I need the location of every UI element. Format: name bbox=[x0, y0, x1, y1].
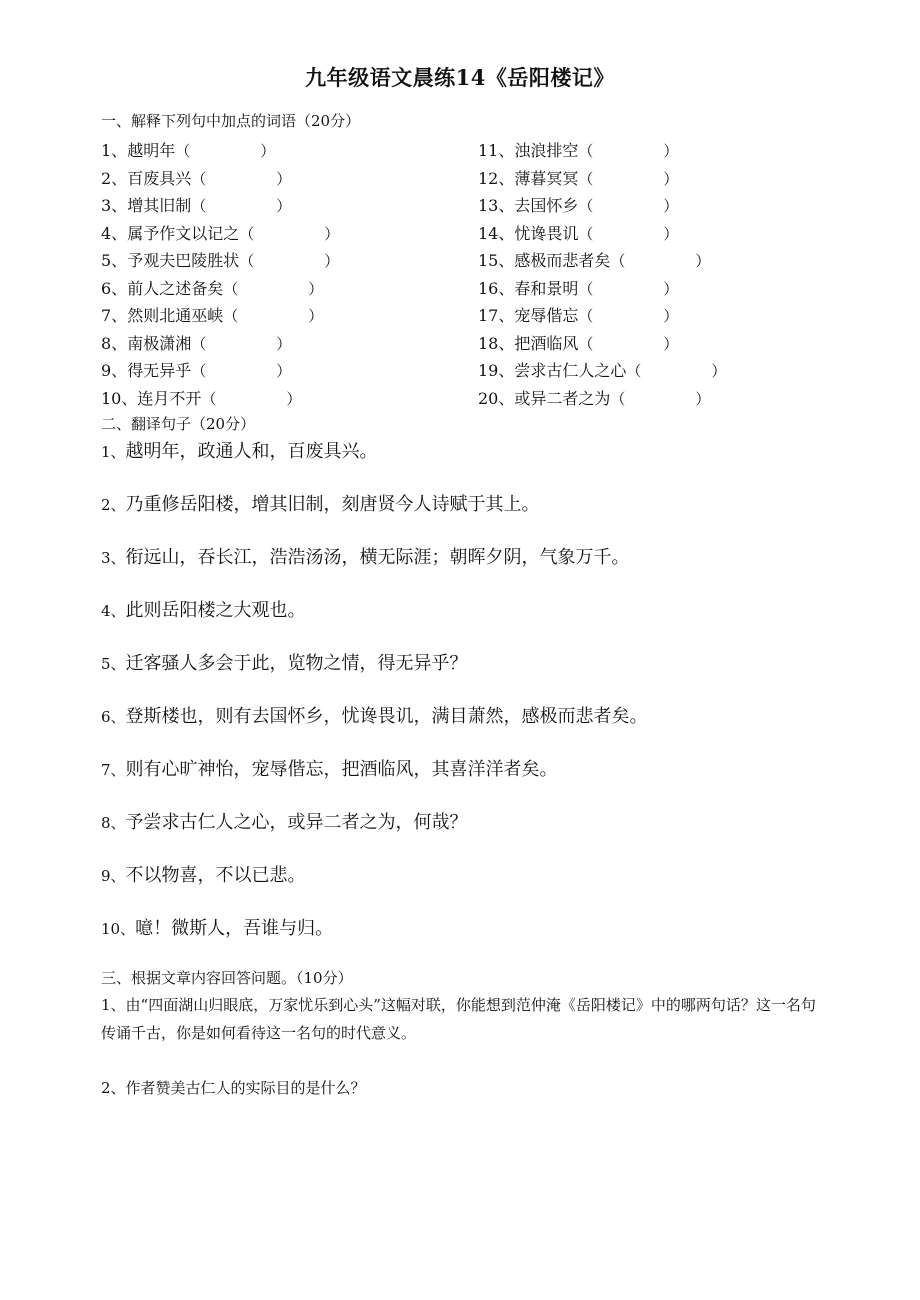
vocab-item: 16、春和景明（ ） bbox=[478, 278, 679, 298]
vocab-item: 15、感极而悲者矣（ ） bbox=[478, 251, 711, 270]
translation-item: 10、噫！微斯人，吾谁与归。 bbox=[101, 918, 334, 939]
vocab-item: 17、宠辱偕忘（ ） bbox=[478, 306, 679, 325]
vocab-item: 14、忧谗畏讥（ ） bbox=[478, 223, 679, 243]
section-2-heading: 二、翻译句子（20分） bbox=[101, 415, 256, 433]
vocab-item: 11、浊浪排空（ ） bbox=[478, 141, 679, 160]
translation-item: 4、此则岳阳楼之大观也。 bbox=[101, 600, 306, 621]
translation-item: 5、迁客骚人多会于此，览物之情，得无异乎？ bbox=[101, 653, 468, 674]
vocab-item: 19、尝求古仁人之心（ ） bbox=[478, 361, 727, 380]
translation-item: 8、予尝求古仁人之心，或异二者之为，何哉？ bbox=[101, 812, 468, 833]
page-title: 九年级语文晨练14《岳阳楼记》 bbox=[305, 65, 615, 90]
vocab-item: 3、增其旧制（ ） bbox=[101, 196, 292, 215]
vocab-item: 13、去国怀乡（ ） bbox=[478, 196, 679, 215]
translation-item: 1、越明年，政通人和，百废具兴。 bbox=[101, 441, 378, 462]
translation-item: 7、则有心旷神怡，宠辱偕忘，把酒临风，其喜洋洋者矣。 bbox=[101, 759, 558, 780]
translation-item: 3、衔远山，吞长江，浩浩汤汤，横无际涯；朝晖夕阴，气象万千。 bbox=[101, 547, 630, 568]
question-2: 2、作者赞美古仁人的实际目的是什么？ bbox=[101, 1079, 366, 1097]
translation-item: 9、不以物喜，不以已悲。 bbox=[101, 865, 306, 886]
vocab-item: 12、薄暮冥冥（ ） bbox=[478, 168, 679, 188]
question-1: 1、由“四面湖山归眼底，万家忧乐到心头”这幅对联，你能想到范仲淹《岳阳楼记》中的哪两句话？这一名句传诵千古，你是如何看待这一名句的时代意义。 bbox=[101, 996, 816, 1042]
vocab-item: 10、连月不开（ ） bbox=[101, 388, 302, 408]
vocab-item: 18、把酒临风（ ） bbox=[478, 333, 679, 353]
vocab-item: 2、百废具兴（ ） bbox=[101, 168, 292, 188]
vocab-item: 4、属予作文以记之（ ） bbox=[101, 223, 340, 243]
vocab-item: 7、然则北通巫峡（ ） bbox=[101, 306, 324, 325]
vocab-item: 9、得无异乎（ ） bbox=[101, 361, 292, 380]
vocab-item: 5、予观夫巴陵胜状（ ） bbox=[101, 251, 340, 270]
translation-item: 2、乃重修岳阳楼，增其旧制，刻唐贤今人诗赋于其上。 bbox=[101, 494, 540, 515]
vocab-item: 6、前人之述备矣（ ） bbox=[101, 278, 324, 298]
vocab-item: 20、或异二者之为（ ） bbox=[478, 388, 711, 408]
vocab-item: 8、南极潇湘（ ） bbox=[101, 333, 292, 353]
translation-item: 6、登斯楼也，则有去国怀乡，忧谗畏讥，满目萧然，感极而悲者矣。 bbox=[101, 706, 648, 727]
vocab-item: 1、越明年（ ） bbox=[101, 141, 276, 160]
section-3-heading: 三、根据文章内容回答问题。（10分） bbox=[101, 969, 353, 987]
section-1-heading: 一、解释下列句中加点的词语（20分） bbox=[101, 112, 361, 130]
